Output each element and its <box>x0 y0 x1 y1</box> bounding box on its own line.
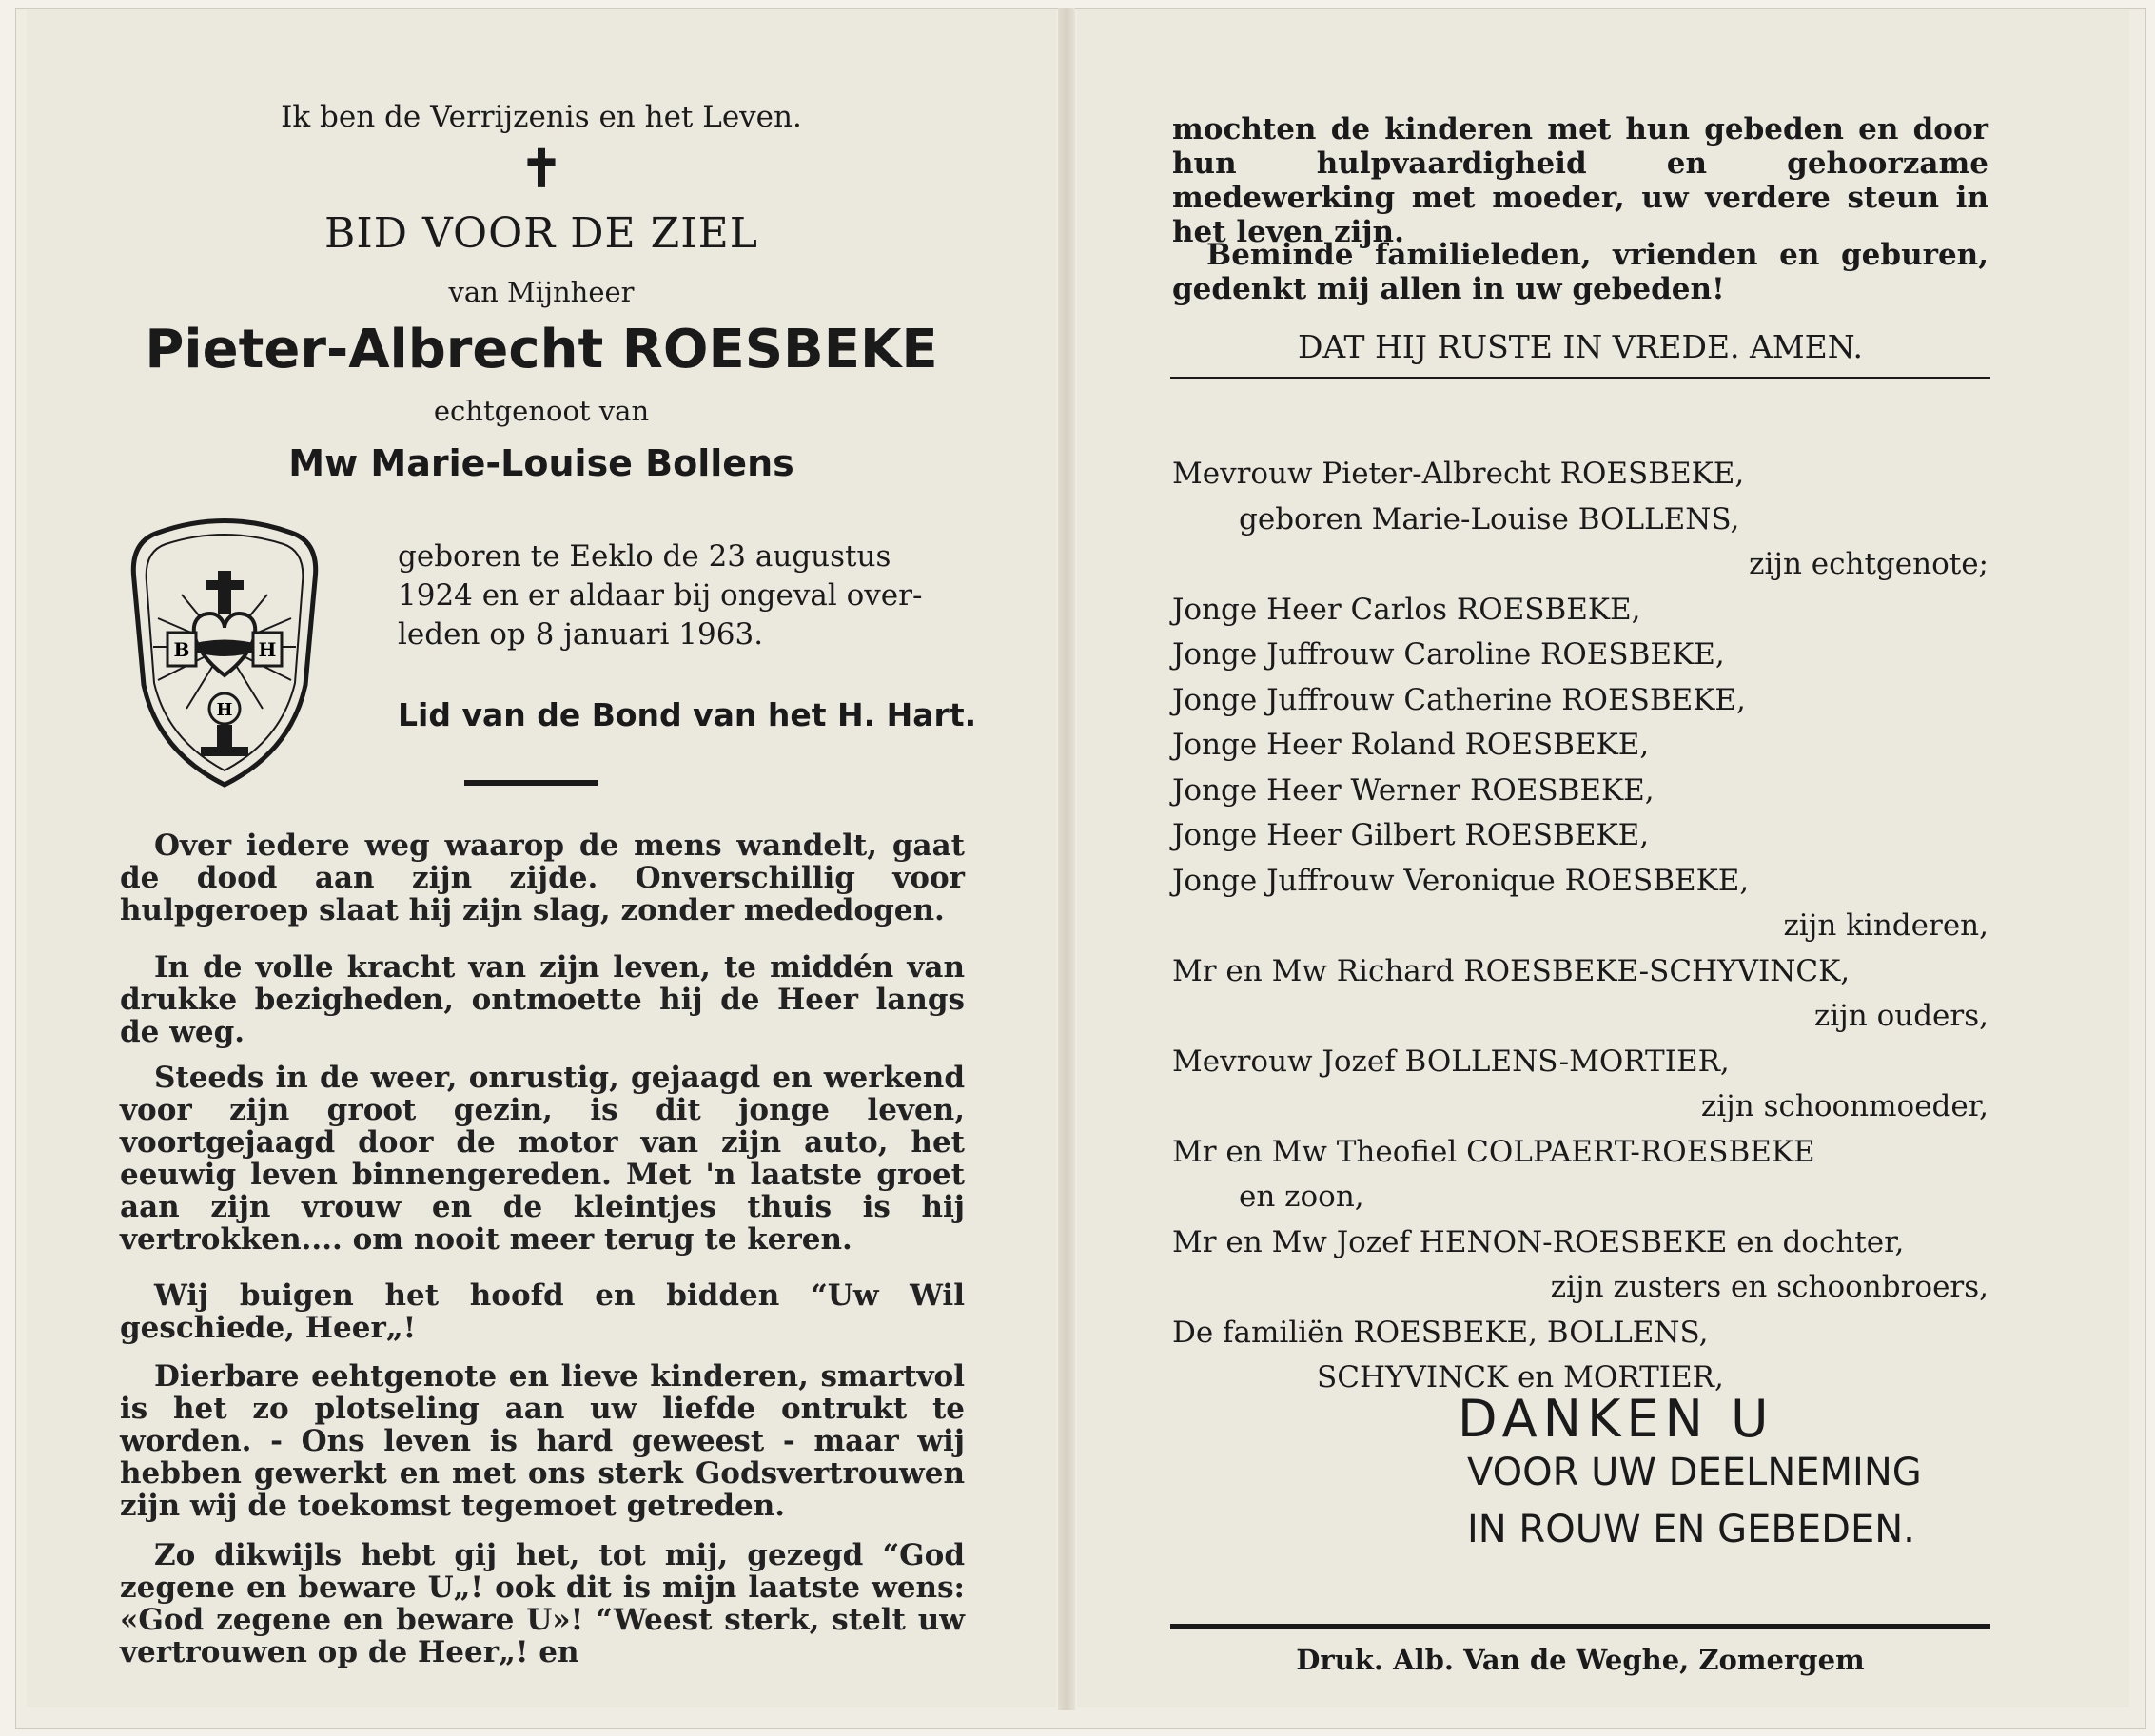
spouse-name: Mw Marie-Louise Bollens <box>288 442 794 484</box>
bid-heading: BID VOOR DE ZIEL <box>324 209 758 258</box>
family-line: Mevrouw Jozef BOLLENS-MORTIER, <box>1172 1044 1730 1079</box>
family-line: Jonge Heer Gilbert ROESBEKE, <box>1172 818 1650 852</box>
printer-credit: Druk. Alb. Van de Weghe, Zomergem <box>1296 1644 1865 1676</box>
family-line: Mr en Mw Theofiel COLPAERT-ROESBEKE <box>1172 1135 1815 1169</box>
family-line: zijn kinderen, <box>1783 908 1988 943</box>
family-line: SCHYVINCK en MORTIER, <box>1317 1360 1724 1395</box>
deceased-name: Pieter-Albrecht ROESBEKE <box>145 319 938 380</box>
birth-line: leden op 8 januari 1963. <box>398 617 764 652</box>
family-line: Jonge Heer Carlos ROESBEKE, <box>1172 593 1641 627</box>
text-paragraph: Over iedere weg waarop de mens wandelt, gaat de dood aan zijn zijde. Onverschillig voor hulpgeroep slaat hij zijn slag, zonder mededogen. <box>120 829 965 927</box>
family-line: De familiën ROESBEKE, BOLLENS, <box>1172 1316 1709 1350</box>
family-line: Mevrouw Pieter-Albrecht ROESBEKE, <box>1172 457 1745 491</box>
text-paragraph: Steeds in de weer, onrustig, gejaagd en werkend voor zijn groot gezin, is dit jonge leven, voortgejaagd door de motor van zijn auto, het eeuwig leven binnengereden. Met 'n laatste groet aan zijn vrouw en de kleintjes thuis is hij vertrokken.... om nooit meer terug te keren. <box>120 1061 965 1257</box>
cross-icon: ✝ <box>519 138 563 199</box>
text-paragraph: Dierbare eehtgenote en lieve kinderen, smartvol is het zo plotseling aan uw liefde ontrukt te worden. - Ons leven is hard geweest - maar wij hebben gewerkt en met ons sterk Godsvertrouwen zijn wij de toekomst tegemoet getreden. <box>120 1359 965 1523</box>
thanks-line: IN ROUW EN GEBEDEN. <box>1467 1508 1915 1551</box>
left-panel <box>27 10 1056 1707</box>
thanks-line: VOOR UW DEELNEMING <box>1467 1451 1922 1494</box>
divider <box>464 780 598 786</box>
text-paragraph: In de volle kracht van zijn leven, te middén van drukke bezigheden, ontmoette hij de Heer langs de weg. <box>120 950 965 1049</box>
birth-line: 1924 en er aldaar bij ongeval over- <box>398 578 923 613</box>
van-mijnheer: van Mijnheer <box>448 276 635 308</box>
motto: Ik ben de Verrijzenis en het Leven. <box>281 100 802 134</box>
family-line: Jonge Juffrouw Veronique ROESBEKE, <box>1172 864 1750 898</box>
divider <box>1170 1624 1990 1629</box>
danken-heading: DANKEN U <box>1458 1389 1774 1449</box>
text-paragraph: Zo dikwijls hebt gij het, tot mij, gezegd “God zegene en beware U„! ook dit is mijn laatste wens: «God zegene en beware U»! “Weest sterk, stelt uw vertrouwen op de Heer„! en <box>120 1538 965 1669</box>
emblem-letter-h-bottom: H <box>216 700 233 720</box>
emblem-letter-b: B <box>173 638 190 661</box>
family-line: zijn schoonmoeder, <box>1700 1089 1988 1123</box>
family-line: Jonge Juffrouw Caroline ROESBEKE, <box>1172 637 1725 672</box>
birth-info <box>398 537 959 654</box>
text-paragraph: mochten de kinderen met hun gebeden en door hun hulpvaardigheid en gehoorzame medewerking met moeder, uw verdere steun in het leven zijn. <box>1172 112 1988 249</box>
family-line: Jonge Heer Roland ROESBEKE, <box>1172 728 1650 762</box>
emblem-letter-h-right: H <box>258 638 277 661</box>
family-line: en zoon, <box>1239 1180 1364 1214</box>
text-paragraph: Beminde familieleden, vrienden en geburen, gedenkt mij allen in uw gebeden! <box>1172 238 1988 306</box>
family-line: Jonge Heer Werner ROESBEKE, <box>1172 773 1655 808</box>
text-paragraph: Wij buigen het hoofd en bidden “Uw Wil geschiede, Heer„! <box>120 1278 965 1345</box>
family-line: zijn ouders, <box>1813 999 1988 1033</box>
family-line: zijn zusters en schoonbroers, <box>1550 1270 1988 1304</box>
family-line: geboren Marie-Louise BOLLENS, <box>1239 502 1740 536</box>
family-line: Mr en Mw Jozef HENON-ROESBEKE en dochter, <box>1172 1225 1905 1259</box>
card-fold <box>1058 8 1075 1710</box>
sacred-heart-shield-icon <box>129 514 320 790</box>
birth-line: geboren te Eeklo de 23 augustus <box>398 539 891 574</box>
family-line: zijn echtgenote; <box>1749 547 1988 581</box>
spouse-intro: echtgenoot van <box>433 395 650 427</box>
right-panel <box>1077 10 2129 1707</box>
bond-membership: Lid van de Bond van het H. Hart. <box>398 696 977 733</box>
amen-line: DAT HIJ RUSTE IN VREDE. AMEN. <box>1297 328 1864 365</box>
divider <box>1170 377 1990 379</box>
family-line: Jonge Juffrouw Catherine ROESBEKE, <box>1172 683 1746 717</box>
family-line: Mr en Mw Richard ROESBEKE-SCHYVINCK, <box>1172 954 1851 988</box>
